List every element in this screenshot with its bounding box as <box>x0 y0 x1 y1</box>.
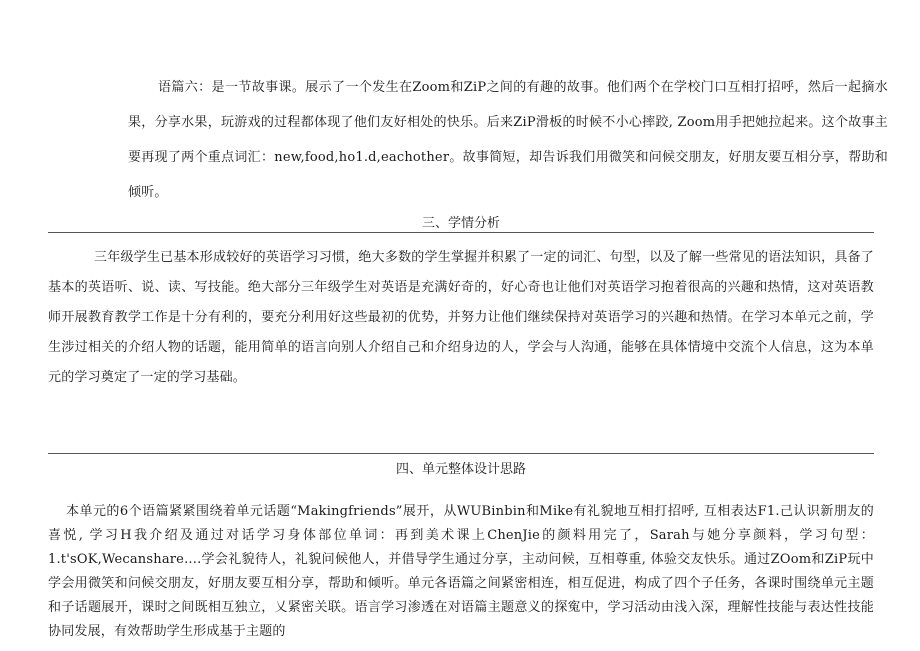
section-four-divider <box>48 453 874 454</box>
section-four-heading: 四、单元整体设计思路 <box>395 462 526 477</box>
section-three-paragraph: 三年级学生已基本形成较好的英语学习习惯，绝大多数的学生掌握并积累了一定的词汇、句型，以及了解一些常见的语法知识，具备了基本的英语听、说、读、写技能。绝大部分三年级学生对英语是充满好奇的，好心奇也让他们对英语学习抱着很高的兴趣和热情，这对英语教师开展教育教学工作是十分有利的，要充分利用好这些最初的优势，并努力让他们继续保持对英语学习的兴趣和热情。在学习本单元之前，学生涉过相关的介绍人物的话题，能用简单的语言向别人介绍自己和介绍身边的人，学会与人沟通，能够在具体情境中交流个人信息，这为本单元的学习奠定了一定的学习基础。 <box>48 250 874 385</box>
section-three-heading: 三、学情分析 <box>421 216 500 231</box>
section-four-paragraph: 本单元的6个语篇紧紧围绕着单元话题“Makingfriends”展开，从WUBinbin和Mike有礼貌地互相打招呼, 互相表达F1.己认识新朋友的喜悦, 学习H我介绍及通过对话学习身体部位单词：再到美术课上ChenJie的颜料用完了，Sarah与她分享颜料，学习句型：1.t'sOK,Wecanshare....学会礼貌待人，礼貌问候他人，并借导学生通过分享，主动问候，互相尊重, 体验交友快乐。通过ZOom和ZiP玩中学会用微笑和问候交朋友，好朋友要互相分享，帮助和倾听。单元各语篇之间紧密相连，相互促进，构成了四个子任务，各课时围绕单元主题和子话题展开，课时之间既相互独立，乂紧密关联。语言学习渗透在对语篇主题意义的探寃中，学习活动由浅入深，理解性技能与表达性技能协同发展，有效帮助学生形成基于主题的 <box>48 504 874 639</box>
passage-six-paragraph: 语篇六：是一节故事课。展示了一个发生在Zoom和ZiP之间的有趣的故事。他们两个在学校门口互相打招呼，然后一起摘水果，分享水果，玩游戏的过程都体现了他们友好相处的快乐。后来ZiP滑板的时候不小心摔跤, Zoom用手把她拉起来。这个故事主要再现了两个重点词汇：new,food,ho1.d,eachother。故事简短，却告诉我们用微笑和问候交朋友，好朋友要互相分享，帮助和倾听。 <box>128 80 888 200</box>
section-three-divider <box>48 232 874 233</box>
